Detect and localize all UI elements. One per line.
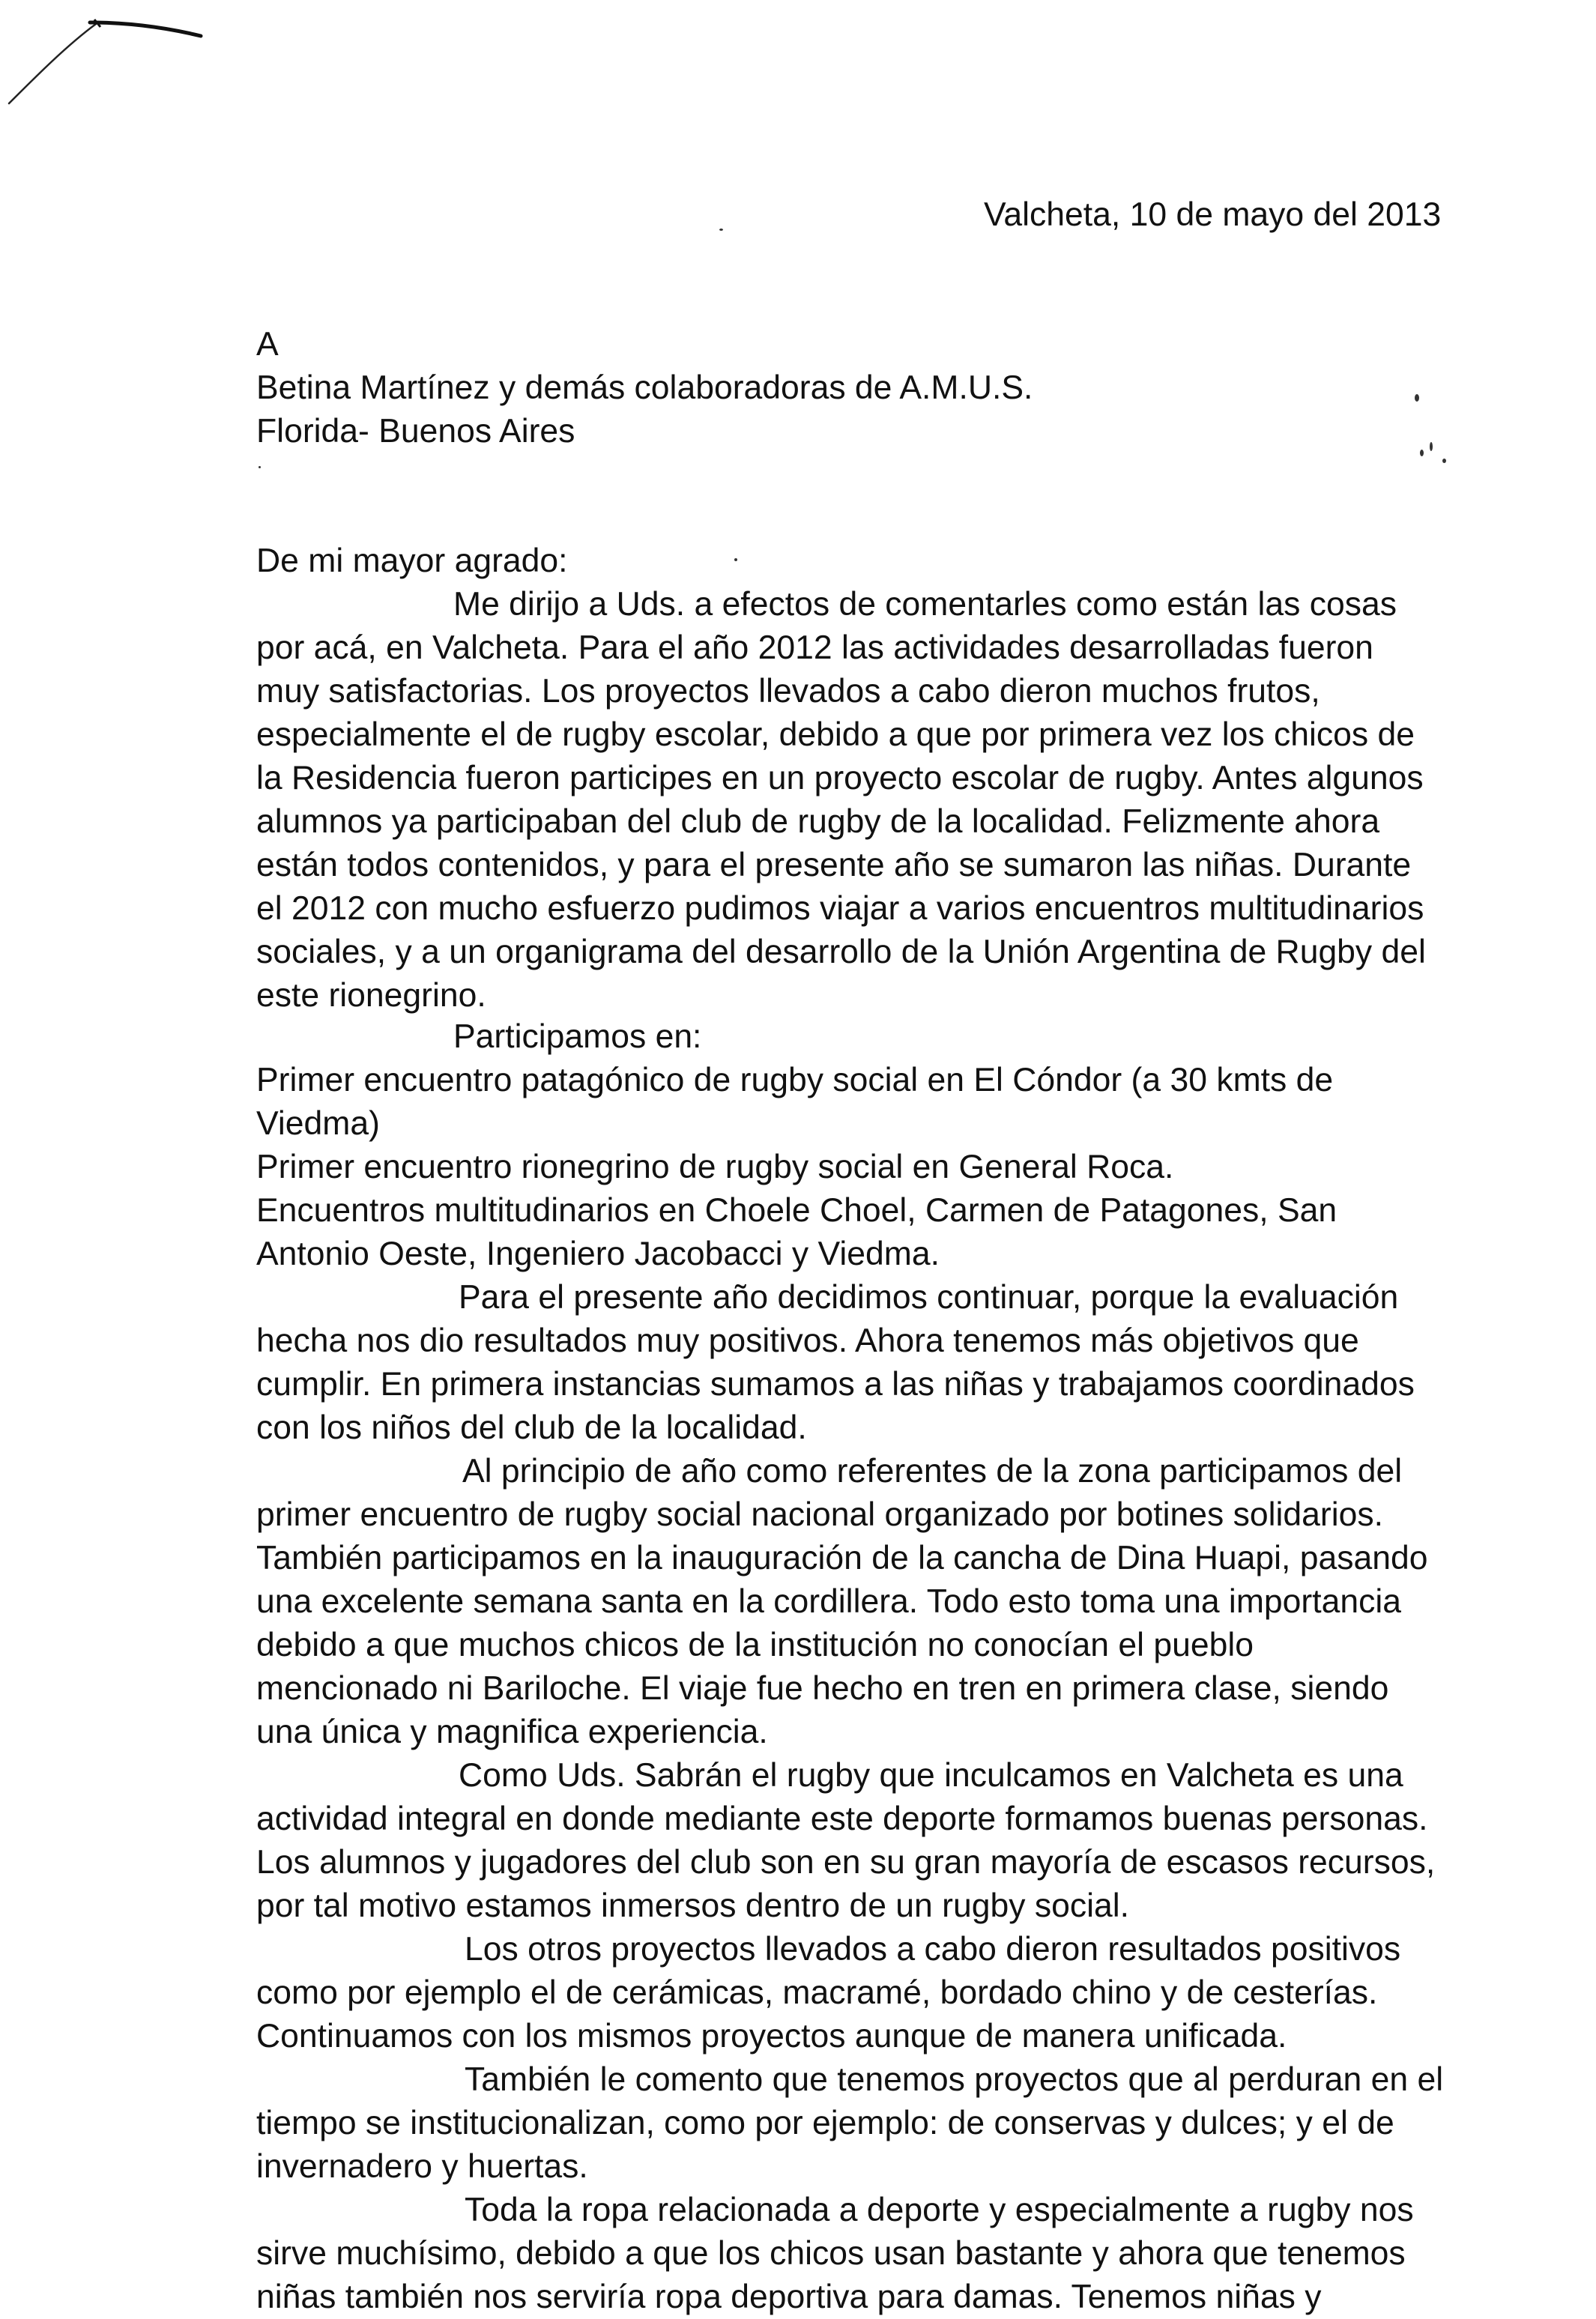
scan-speck <box>259 466 261 468</box>
body-line: actividad integral en donde mediante este deporte formamos buenas personas. <box>256 1801 1428 1837</box>
body-line: una única y magnifica experiencia. <box>256 1714 768 1750</box>
body-line: Primer encuentro rionegrino de rugby social en General Roca. <box>256 1149 1174 1185</box>
body-line: como por ejemplo el de cerámicas, macramé, bordado chino y de cesterías. <box>256 1974 1378 2011</box>
body-line: Toda la ropa relacionada a deporte y especialmente a rugby nos <box>465 2192 1414 2228</box>
scan-speck <box>719 229 723 231</box>
letter-date: Valcheta, 10 de mayo del 2013 <box>984 196 1442 233</box>
body-line: hecha nos dio resultados muy positivos. Ahora tenemos más objetivos que <box>256 1322 1359 1359</box>
body-line: por acá, en Valcheta. Para el año 2012 las actividades desarrolladas fueron <box>256 629 1373 666</box>
body-line: Me dirijo a Uds. a efectos de comentarles como están las cosas <box>453 586 1397 623</box>
body-line: mencionado ni Bariloche. El viaje fue hecho en tren en primera clase, siendo <box>256 1670 1389 1707</box>
body-line: Como Uds. Sabrán el rugby que inculcamos en Valcheta es una <box>459 1757 1403 1794</box>
recipient-line: Betina Martínez y demás colaboradoras de A.M.U.S. <box>256 369 1033 406</box>
body-line: la Residencia fueron participes en un proyecto escolar de rugby. Antes algunos <box>256 760 1424 796</box>
body-line: primer encuentro de rugby social nacional organizado por botines solidarios. <box>256 1496 1383 1533</box>
recipient-line: Florida- Buenos Aires <box>256 413 575 450</box>
body-line: cumplir. En primera instancias sumamos a las niñas y trabajamos coordinados <box>256 1366 1415 1403</box>
body-line: Los alumnos y jugadores del club son en su gran mayoría de escasos recursos, <box>256 1844 1436 1881</box>
body-line: por tal motivo estamos inmersos dentro de un rugby social. <box>256 1887 1129 1924</box>
scan-speck <box>1420 450 1424 456</box>
body-line: especialmente el de rugby escolar, debido a que por primera vez los chicos de <box>256 716 1415 753</box>
handwritten-stroke-mark <box>0 0 225 120</box>
body-line: Al principio de año como referentes de la zona participamos del <box>462 1453 1403 1490</box>
body-line: este rionegrino. <box>256 977 486 1014</box>
body-line: están todos contenidos, y para el presente año se sumaron las niñas. Durante <box>256 847 1412 883</box>
body-line: También le comento que tenemos proyectos que al perduran en el <box>465 2061 1444 2098</box>
body-line: Los otros proyectos llevados a cabo dieron resultados positivos <box>465 1931 1401 1968</box>
body-line: una excelente semana santa en la cordillera. Todo esto toma una importancia <box>256 1583 1401 1620</box>
body-line: tiempo se institucionalizan, como por ejemplo: de conservas y dulces; y el de <box>256 2105 1394 2141</box>
body-line: Participamos en: <box>453 1018 702 1055</box>
body-line: Primer encuentro patagónico de rugby social en El Cóndor (a 30 kmts de <box>256 1062 1334 1098</box>
recipient-line: A <box>256 326 279 363</box>
body-line: invernadero y huertas. <box>256 2148 588 2185</box>
body-line: con los niños del club de la localidad. <box>256 1409 807 1446</box>
body-line: Para el presente año decidimos continuar, porque la evaluación <box>459 1279 1399 1316</box>
body-line: Continuamos con los mismos proyectos aunque de manera unificada. <box>256 2018 1287 2055</box>
scan-speck <box>1442 459 1446 463</box>
body-line: muy satisfactorias. Los proyectos llevados a cabo dieron muchos frutos, <box>256 673 1320 710</box>
body-line: niñas también nos serviría ropa deportiva para damas. Tenemos niñas y <box>256 2279 1322 2315</box>
body-line: sirve muchísimo, debido a que los chicos usan bastante y ahora que tenemos <box>256 2235 1406 2272</box>
body-line: el 2012 con mucho esfuerzo pudimos viajar a varios encuentros multitudinarios <box>256 890 1424 927</box>
body-line: sociales, y a un organigrama del desarrollo de la Unión Argentina de Rugby del <box>256 934 1426 970</box>
body-line: También participamos en la inauguración de la cancha de Dina Huapi, pasando <box>256 1540 1428 1576</box>
salutation: De mi mayor agrado: <box>256 542 568 579</box>
scan-speck <box>1430 442 1433 451</box>
body-line: Viedma) <box>256 1105 380 1142</box>
scan-speck <box>1415 394 1419 402</box>
body-line: alumnos ya participaban del club de rugby de la localidad. Felizmente ahora <box>256 803 1380 840</box>
body-line: Antonio Oeste, Ingeniero Jacobacci y Viedma. <box>256 1236 940 1272</box>
body-line: debido a que muchos chicos de la institución no conocían el pueblo <box>256 1627 1254 1663</box>
body-line: Encuentros multitudinarios en Choele Choel, Carmen de Patagones, San <box>256 1192 1337 1229</box>
scan-speck <box>734 558 737 561</box>
